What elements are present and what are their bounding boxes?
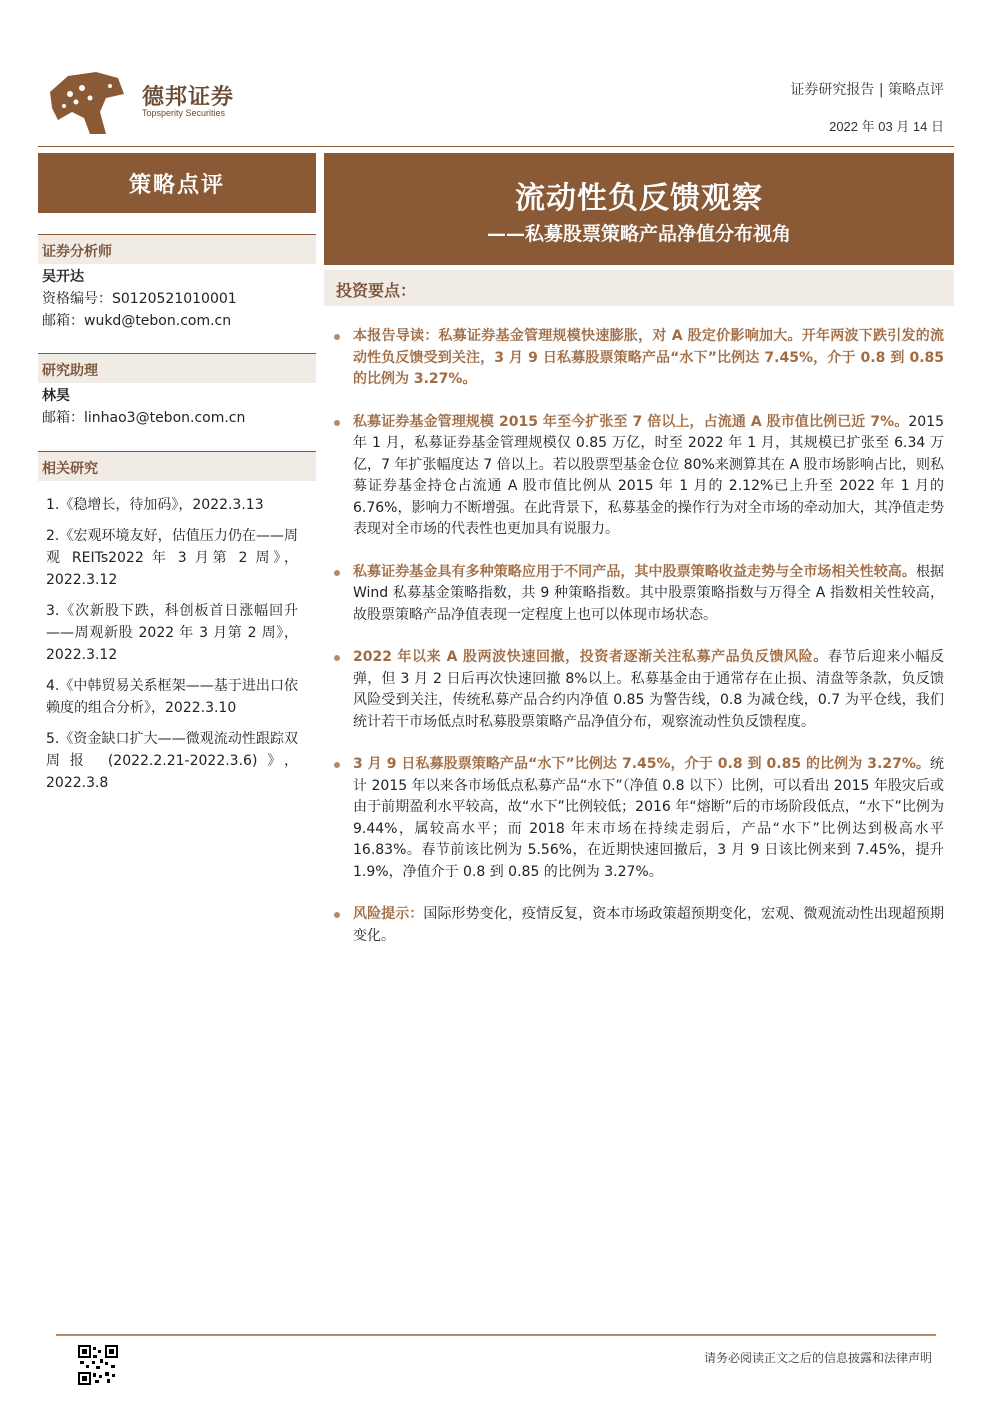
keypoint-lead: 风险提示： — [353, 906, 424, 922]
analyst-cert: 资格编号：S0120521010001 — [42, 291, 237, 307]
qr-code-icon[interactable] — [78, 1345, 118, 1385]
footer-divider — [56, 1334, 936, 1336]
report-type: 证券研究报告 | 策略点评 — [790, 82, 944, 98]
assistant-name: 林昊 — [42, 388, 70, 404]
related-section-header — [38, 451, 316, 481]
keypoint-lead: 本报告导读：私募证券基金管理规模快速膨胀，对 A 股定价影响加大。开年两波下跌引发的流动性负反馈受到关注，3 月 9 日私募股票策略产品“水下”比例达 7.45%，介于 0.8 到 0.85 的比例为 3.27%。 — [353, 328, 944, 387]
keypoint — [332, 754, 944, 883]
keypoint-body: 国际形势变化，疫情反复，资本市场政策超预期变化，宏观、微观流动性出现超预期变化。 — [353, 906, 945, 944]
keypoint-lead: 私募证券基金管理规模 2015 年至今扩张至 7 倍以上，占流通 A 股市值比例已近 7%。 — [353, 413, 909, 430]
bullet-dot-icon — [334, 420, 340, 426]
keypoint — [332, 904, 944, 947]
keypoint-body: 春节后迎来小幅反弹，但 3 月 2 日后再次快速回撤 8%以上。私募基金由于通常存在止损、清盘等条款，负反馈风险受到关注，传统私募产品合约内净值 0.85 为警告线，0.8 为减仓线，0.7 为平仓线，我们统计若干市场低点时私募股票策略产品净值分布，观察流动性负反馈程度。 — [353, 649, 945, 730]
bullet-dot-icon — [334, 570, 340, 576]
analyst-email[interactable]: 邮箱：wukd@tebon.com.cn — [42, 313, 232, 329]
keypoint-body: 2015 年 1 月，私募证券基金管理规模仅 0.85 万亿，时至 2022 年 1 月，其规模已扩张至 6.34 万亿，7 年扩张幅度达 7 倍以上。若以股票型基金仓位 80%来测算其在 A 股市场影响占比，则私募证券基金持仓占流通 A 股市值比例从 2015 年 1 月的 2.12%已上升至 2022 年 1 月的 6.76%，影响力不断增强。在此背景下，私募基金的操作行为对全市场的牵动加大，其净值走势表现对全市场的代表性也更加具有说服力。 — [353, 413, 944, 537]
brand-name-en: Topsperity Securities — [142, 108, 226, 118]
keypoint — [332, 647, 944, 733]
keypoint-body: 根据 Wind 私募基金策略指数，共 9 种策略指数。其中股票策略指数与万得全 A 指数相关性较高，故股票策略产品净值表现一定程度上也可以体现市场状态。 — [353, 563, 945, 623]
report-subtitle: ——私募股票策略产品净值分布视角 — [486, 223, 791, 245]
bullet-dot-icon — [334, 762, 340, 768]
assistant-section-header — [38, 353, 316, 383]
title-banner — [324, 153, 954, 265]
keypoint — [332, 326, 944, 391]
header-divider — [38, 146, 954, 147]
related-item[interactable]: 1.《稳增长，待加码》，2022.3.13 — [46, 497, 264, 513]
analyst-heading: 证券分析师 — [42, 244, 112, 260]
related-research-list — [46, 494, 298, 803]
keypoint — [332, 562, 944, 627]
related-heading: 相关研究 — [42, 461, 98, 477]
report-date: 2022 年 03 月 14 日 — [829, 119, 944, 134]
assistant-heading: 研究助理 — [42, 363, 98, 379]
keypoint — [332, 412, 944, 541]
keypoint-lead: 私募证券基金具有多种策略应用于不同产品，其中股票策略收益走势与全市场相关性较高。 — [353, 563, 916, 580]
category-label: 策略点评 — [128, 171, 225, 198]
assistant-email[interactable]: 邮箱：linhao3@tebon.com.cn — [42, 410, 246, 426]
analyst-name: 吴开达 — [42, 269, 84, 285]
category-banner — [38, 153, 316, 213]
related-item[interactable]: 4.《中韩贸易关系框架——基于进出口依赖度的组合分析》，2022.3.10 — [46, 678, 298, 716]
bullet-dot-icon — [334, 912, 340, 918]
keypoint-body: 统计 2015 年以来各市场低点私募产品“水下”（净值 0.8 以下）比例，可以看出 2015 年股灾后或由于前期盈利水平较高，故“水下”比例较低；2016 年“熔断”后的市场阶段低点，“水下”比例为 9.44%，属较高水平；而 2018 年末市场在持续走弱后，产品“水下”比例达到极高水平 16.83%。春节前该比例为 5.56%，在近期快速回撤后，3 月 9 日该比例来到 7.45%，提升 1.9%，净值介于 0.8 到 0.85 的比例为 3.27%。 — [353, 756, 944, 880]
related-item[interactable]: 5.《资金缺口扩大——微观流动性跟踪双周报 (2022.2.21-2022.3.6)》，2022.3.8 — [46, 731, 298, 791]
company-logo — [44, 68, 126, 138]
report-title: 流动性负反馈观察 — [515, 181, 763, 216]
bullet-dot-icon — [334, 655, 340, 661]
analyst-section-header — [38, 234, 316, 264]
related-item[interactable]: 2.《宏观环境友好，估值压力仍在——周观 REITs2022 年 3 月第 2 周》，2022.3.12 — [46, 528, 298, 588]
keypoints-header — [324, 270, 954, 306]
keypoints-heading: 投资要点： — [336, 281, 417, 300]
brand-name-cn: 德邦证券 — [142, 85, 235, 110]
keypoints-list — [332, 326, 944, 968]
keypoint-lead: 3 月 9 日私募股票策略产品“水下”比例达 7.45%，介于 0.8 到 0.85 的比例为 3.27%。 — [353, 756, 930, 772]
bullet-dot-icon — [334, 334, 340, 340]
legal-disclaimer: 请务必阅读正文之后的信息披露和法律声明 — [703, 1351, 932, 1365]
related-item[interactable]: 3.《次新股下跌，科创板首日涨幅回升——周观新股 2022 年 3 月第 2 周》，2022.3.12 — [46, 603, 298, 663]
keypoint-lead: 2022 年以来 A 股两波快速回撤，投资者逐渐关注私募产品负反馈风险。 — [353, 649, 828, 665]
